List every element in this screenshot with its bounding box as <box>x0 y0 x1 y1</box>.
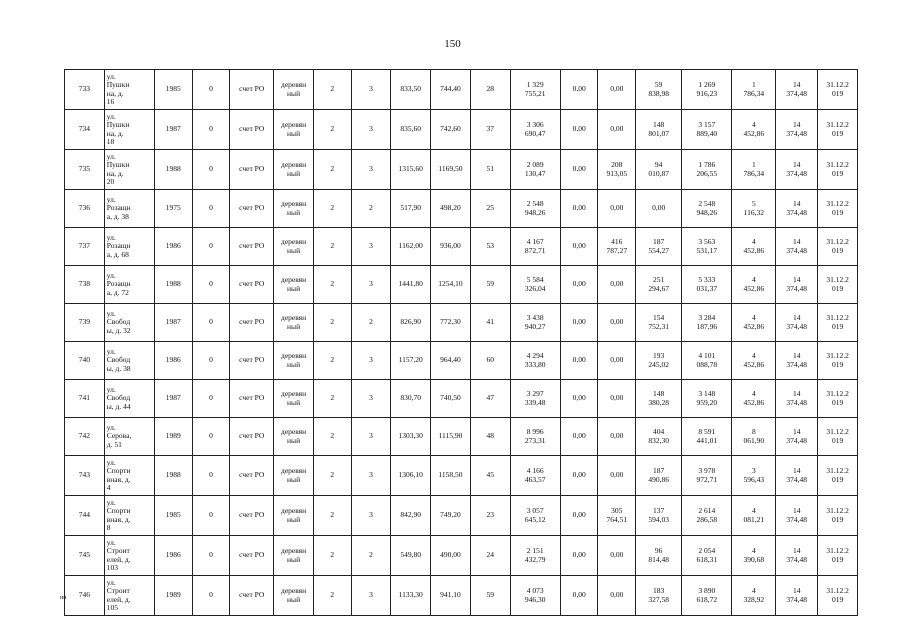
table-cell: 31.12.2 019 <box>818 190 858 228</box>
table-cell: 744 <box>65 496 105 536</box>
table-cell: 742,60 <box>431 110 471 150</box>
table-cell: счет РО <box>230 110 274 150</box>
table-cell: 498,20 <box>431 190 471 228</box>
table-cell: 14 374,48 <box>776 190 818 228</box>
table-cell: 0,00 <box>598 576 636 616</box>
table-cell: 1 786 206,55 <box>682 150 732 190</box>
table-cell: 137 594,03 <box>636 496 682 536</box>
table-cell: 59 838,98 <box>636 70 682 110</box>
table-cell: счет РО <box>230 266 274 304</box>
table-cell: 1 786,34 <box>732 150 776 190</box>
table-row <box>65 536 858 576</box>
table-cell: 0 <box>192 576 230 616</box>
table-cell: 0,00 <box>560 418 598 456</box>
table-cell: 2 <box>313 536 351 576</box>
table-cell: 3 563 531,17 <box>682 228 732 266</box>
table-cell: 28 <box>470 70 510 110</box>
table-cell: 187 490,86 <box>636 456 682 496</box>
table-cell: 2 <box>313 266 351 304</box>
table-cell: 31.12.2 019 <box>818 456 858 496</box>
table-cell: 31.12.2 019 <box>818 496 858 536</box>
table-row <box>65 456 858 496</box>
table-body <box>65 70 858 616</box>
table-cell: ул. Розащн а, д. 72 <box>104 266 154 304</box>
table-cell: 1986 <box>154 342 192 380</box>
table-cell: 3 438 940,27 <box>510 304 560 342</box>
table-cell: 0 <box>192 70 230 110</box>
table-cell: деревян ный <box>274 190 314 228</box>
table-cell: 31.12.2 019 <box>818 304 858 342</box>
table-cell: 0 <box>192 304 230 342</box>
table-cell: 4 073 946,30 <box>510 576 560 616</box>
table-cell: ул. Пушки на, д. 20 <box>104 150 154 190</box>
table-cell: 5 333 031,37 <box>682 266 732 304</box>
table-cell: 4 452,86 <box>732 342 776 380</box>
table-cell: 2 <box>351 190 391 228</box>
table-cell: 305 764,51 <box>598 496 636 536</box>
table-cell: 14 374,48 <box>776 418 818 456</box>
table-cell: 4 081,21 <box>732 496 776 536</box>
table-row <box>65 304 858 342</box>
table-cell: 183 327,58 <box>636 576 682 616</box>
table-cell: 1987 <box>154 304 192 342</box>
table-cell: 3 057 645,12 <box>510 496 560 536</box>
table-cell: 25 <box>470 190 510 228</box>
table-cell: 14 374,48 <box>776 266 818 304</box>
table-cell: счет РО <box>230 304 274 342</box>
table-cell: 0 <box>192 380 230 418</box>
table-cell: 0 <box>192 536 230 576</box>
table-cell: ул. Строит елей, д. 103 <box>104 536 154 576</box>
table-cell: 0,00 <box>560 190 598 228</box>
table-cell: 1115,90 <box>431 418 471 456</box>
table-cell: 1988 <box>154 266 192 304</box>
table-cell: 0,00 <box>598 418 636 456</box>
table-cell: 187 554,27 <box>636 228 682 266</box>
table-cell: 1306,10 <box>391 456 431 496</box>
table-cell: 0,00 <box>560 496 598 536</box>
table-cell: 5 116,32 <box>732 190 776 228</box>
table-cell: 735 <box>65 150 105 190</box>
table-cell: 746 <box>65 576 105 616</box>
table-cell: 2 054 618,31 <box>682 536 732 576</box>
table-cell: 0,00 <box>598 70 636 110</box>
table-cell: 8 591 441,01 <box>682 418 732 456</box>
table-cell: 8 996 273,31 <box>510 418 560 456</box>
table-cell: 4 452,86 <box>732 110 776 150</box>
table-cell: 48 <box>470 418 510 456</box>
table-cell: 0,00 <box>598 342 636 380</box>
table-cell: 0,00 <box>636 190 682 228</box>
table-cell: 2 <box>313 228 351 266</box>
table-cell: 2 <box>313 496 351 536</box>
table-cell: деревян ный <box>274 380 314 418</box>
table-cell: 1 329 755,21 <box>510 70 560 110</box>
table-cell: 772,30 <box>431 304 471 342</box>
table-cell: 31.12.2 019 <box>818 70 858 110</box>
table-cell: 743 <box>65 456 105 496</box>
table-cell: 0,00 <box>598 380 636 418</box>
table-cell: 1986 <box>154 536 192 576</box>
table-cell: 0,00 <box>560 150 598 190</box>
table-cell: 2 <box>313 456 351 496</box>
table-cell: 4 390,68 <box>732 536 776 576</box>
table-cell: деревян ный <box>274 228 314 266</box>
table-cell: 416 787,27 <box>598 228 636 266</box>
table-row <box>65 576 858 616</box>
table-cell: счет РО <box>230 418 274 456</box>
table-cell: 738 <box>65 266 105 304</box>
table-cell: 4 101 088,78 <box>682 342 732 380</box>
table-cell: 741 <box>65 380 105 418</box>
table-cell: 41 <box>470 304 510 342</box>
table-cell: 4 452,86 <box>732 266 776 304</box>
table-cell: 549,80 <box>391 536 431 576</box>
table-cell: 31.12.2 019 <box>818 418 858 456</box>
table-cell: 59 <box>470 576 510 616</box>
table-cell: 0,00 <box>560 456 598 496</box>
table-cell: деревян ный <box>274 418 314 456</box>
table-cell: счет РО <box>230 456 274 496</box>
table-cell: 0 <box>192 266 230 304</box>
table-cell: 0 <box>192 456 230 496</box>
table-cell: ул. Свобод ы, д. 44 <box>104 380 154 418</box>
table-cell: 1989 <box>154 576 192 616</box>
table-cell: 1985 <box>154 496 192 536</box>
table-cell: 96 814,48 <box>636 536 682 576</box>
table-cell: счет РО <box>230 70 274 110</box>
table-cell: 2 <box>313 418 351 456</box>
table-cell: 517,90 <box>391 190 431 228</box>
table-cell: 2 548 948,26 <box>682 190 732 228</box>
table-cell: 0 <box>192 110 230 150</box>
table-cell: 1162,00 <box>391 228 431 266</box>
table-cell: 936,00 <box>431 228 471 266</box>
table-cell: 3 <box>351 70 391 110</box>
table-cell: 0,00 <box>598 110 636 150</box>
table-cell: 14 374,48 <box>776 342 818 380</box>
table-cell: 208 913,05 <box>598 150 636 190</box>
table-row <box>65 266 858 304</box>
table-cell: 734 <box>65 110 105 150</box>
table-cell: 53 <box>470 228 510 266</box>
table-cell: 2 <box>313 190 351 228</box>
table-cell: 2 <box>313 110 351 150</box>
table-cell: 3 148 959,20 <box>682 380 732 418</box>
table-cell: 0,00 <box>560 380 598 418</box>
table-cell: 742 <box>65 418 105 456</box>
table-cell: 31.12.2 019 <box>818 266 858 304</box>
table-cell: 1169,50 <box>431 150 471 190</box>
table-cell: деревян ный <box>274 70 314 110</box>
table-cell: 835,60 <box>391 110 431 150</box>
table-row <box>65 190 858 228</box>
table-row <box>65 496 858 536</box>
table-cell: 8 061,90 <box>732 418 776 456</box>
table-cell: счет РО <box>230 228 274 266</box>
table-cell: 1988 <box>154 150 192 190</box>
table-cell: ул. Розащн а, д. 38 <box>104 190 154 228</box>
table-cell: 737 <box>65 228 105 266</box>
registry-table <box>64 69 858 616</box>
table-cell: 31.12.2 019 <box>818 342 858 380</box>
table-cell: 0,00 <box>560 266 598 304</box>
table-cell: 3 <box>351 496 391 536</box>
table-cell: 2 <box>313 70 351 110</box>
table-cell: 3 157 889,40 <box>682 110 732 150</box>
table-cell: 1254,10 <box>431 266 471 304</box>
table-cell: 3 <box>351 342 391 380</box>
table-cell: 1303,30 <box>391 418 431 456</box>
table-cell: 14 374,48 <box>776 380 818 418</box>
table-cell: 4 167 872,71 <box>510 228 560 266</box>
table-cell: 3 <box>351 150 391 190</box>
table-cell: 2 151 432,79 <box>510 536 560 576</box>
table-cell: 60 <box>470 342 510 380</box>
table-cell: счет РО <box>230 536 274 576</box>
table-cell: 31.12.2 019 <box>818 228 858 266</box>
table-cell: 251 294,67 <box>636 266 682 304</box>
table-cell: 0,00 <box>560 536 598 576</box>
table-row <box>65 228 858 266</box>
table-cell: деревян ный <box>274 150 314 190</box>
table-cell: 2 <box>313 342 351 380</box>
table-cell: 31.12.2 019 <box>818 150 858 190</box>
table-cell: деревян ный <box>274 536 314 576</box>
table-cell: 31.12.2 019 <box>818 576 858 616</box>
table-cell: 744,40 <box>431 70 471 110</box>
table-cell: 94 010,87 <box>636 150 682 190</box>
table-cell: ул. Пушки на, д. 16 <box>104 70 154 110</box>
table-cell: 736 <box>65 190 105 228</box>
table-cell: 3 306 690,47 <box>510 110 560 150</box>
table-cell: 4 328,92 <box>732 576 776 616</box>
table-cell: 47 <box>470 380 510 418</box>
table-cell: деревян ный <box>274 342 314 380</box>
table-cell: 2 <box>351 304 391 342</box>
table-cell: 739 <box>65 304 105 342</box>
table-row <box>65 70 858 110</box>
table-cell: 24 <box>470 536 510 576</box>
table-cell: деревян ный <box>274 496 314 536</box>
table-cell: 3 <box>351 228 391 266</box>
table-cell: 0,00 <box>560 576 598 616</box>
table-cell: 14 374,48 <box>776 228 818 266</box>
table-cell: 1158,50 <box>431 456 471 496</box>
table-cell: 2 089 130,47 <box>510 150 560 190</box>
table-cell: 0,00 <box>560 110 598 150</box>
table-cell: 37 <box>470 110 510 150</box>
table-cell: деревян ный <box>274 304 314 342</box>
table-cell: 0 <box>192 342 230 380</box>
table-cell: 740,50 <box>431 380 471 418</box>
table-cell: 1986 <box>154 228 192 266</box>
table-cell: 830,70 <box>391 380 431 418</box>
table-cell: счет РО <box>230 380 274 418</box>
table-cell: 3 <box>351 110 391 150</box>
table-cell: 0 <box>192 228 230 266</box>
table-row <box>65 110 858 150</box>
table-cell: 4 294 333,80 <box>510 342 560 380</box>
table-cell: 3 <box>351 576 391 616</box>
table-cell: 14 374,48 <box>776 576 818 616</box>
table-cell: 5 584 326,04 <box>510 266 560 304</box>
table-cell: 0 <box>192 418 230 456</box>
table-cell: 1 786,34 <box>732 70 776 110</box>
table-cell: 2 <box>351 536 391 576</box>
table-cell: ул. Спорти вная, д. 4 <box>104 456 154 496</box>
table-cell: 1 269 916,23 <box>682 70 732 110</box>
table-cell: 31.12.2 019 <box>818 536 858 576</box>
table-cell: 154 752,31 <box>636 304 682 342</box>
table-cell: 31.12.2 019 <box>818 110 858 150</box>
table-cell: 0,00 <box>598 456 636 496</box>
table-cell: 148 801,07 <box>636 110 682 150</box>
table-cell: 14 374,48 <box>776 496 818 536</box>
table-cell: 0,00 <box>598 304 636 342</box>
table-cell: 0,00 <box>560 228 598 266</box>
table-cell: 2 <box>313 150 351 190</box>
table-cell: 1133,30 <box>391 576 431 616</box>
table-cell: 0,00 <box>598 190 636 228</box>
table-cell: ул. Свобод ы, д. 32 <box>104 304 154 342</box>
table-cell: 1988 <box>154 456 192 496</box>
table-cell: 1315,60 <box>391 150 431 190</box>
table-cell: 749,20 <box>431 496 471 536</box>
table-cell: счет РО <box>230 190 274 228</box>
table-cell: 51 <box>470 150 510 190</box>
table-cell: счет РО <box>230 576 274 616</box>
table-cell: 14 374,48 <box>776 536 818 576</box>
table-cell: 1157,20 <box>391 342 431 380</box>
table-cell: счет РО <box>230 150 274 190</box>
table-cell: счет РО <box>230 496 274 536</box>
table-cell: ул. Спорти вная, д. 8 <box>104 496 154 536</box>
table-cell: ул. Серова, д. 51 <box>104 418 154 456</box>
table-cell: 842,90 <box>391 496 431 536</box>
table-cell: 31.12.2 019 <box>818 380 858 418</box>
table-cell: 833,50 <box>391 70 431 110</box>
table-cell: 740 <box>65 342 105 380</box>
table-cell: 0,00 <box>598 266 636 304</box>
table-cell: 45 <box>470 456 510 496</box>
table-cell: 745 <box>65 536 105 576</box>
table-cell: 1989 <box>154 418 192 456</box>
table-cell: 0 <box>192 190 230 228</box>
table-cell: 1987 <box>154 380 192 418</box>
table-cell: 2 614 286,58 <box>682 496 732 536</box>
table-cell: 3 <box>351 418 391 456</box>
table-cell: 490,00 <box>431 536 471 576</box>
table-cell: 0,00 <box>560 342 598 380</box>
table-cell: 3 <box>351 380 391 418</box>
table-cell: 14 374,48 <box>776 456 818 496</box>
table-cell: 1975 <box>154 190 192 228</box>
table-cell: 3 890 618,72 <box>682 576 732 616</box>
table-cell: 0 <box>192 496 230 536</box>
table-cell: ул. Строит елей, д. 105 <box>104 576 154 616</box>
table-cell: 193 245,02 <box>636 342 682 380</box>
table-cell: деревян ный <box>274 576 314 616</box>
table-cell: 3 284 187,96 <box>682 304 732 342</box>
table-cell: 404 832,30 <box>636 418 682 456</box>
table-cell: 2 <box>313 576 351 616</box>
table-cell: 0,00 <box>598 536 636 576</box>
table-cell: 3 596,43 <box>732 456 776 496</box>
table-row <box>65 418 858 456</box>
table-cell: 14 374,48 <box>776 70 818 110</box>
table-cell: 3 <box>351 456 391 496</box>
registry-table-container <box>64 69 858 616</box>
table-cell: 0,00 <box>560 304 598 342</box>
footer-mark: нн <box>60 595 67 601</box>
table-row <box>65 342 858 380</box>
table-cell: 1987 <box>154 110 192 150</box>
table-cell: ул. Свобод ы, д. 38 <box>104 342 154 380</box>
table-cell: счет РО <box>230 342 274 380</box>
table-cell: 0,00 <box>560 70 598 110</box>
table-cell: 2 548 948,26 <box>510 190 560 228</box>
table-cell: 4 166 463,57 <box>510 456 560 496</box>
table-cell: 59 <box>470 266 510 304</box>
table-cell: 3 297 339,48 <box>510 380 560 418</box>
table-cell: 23 <box>470 496 510 536</box>
table-cell: 0 <box>192 150 230 190</box>
table-cell: 2 <box>313 304 351 342</box>
table-cell: деревян ный <box>274 110 314 150</box>
table-cell: деревян ный <box>274 456 314 496</box>
table-cell: 733 <box>65 70 105 110</box>
table-cell: 14 374,48 <box>776 110 818 150</box>
table-cell: 14 374,48 <box>776 304 818 342</box>
table-cell: 4 452,86 <box>732 380 776 418</box>
table-cell: 4 452,86 <box>732 304 776 342</box>
table-row <box>65 150 858 190</box>
table-cell: деревян ный <box>274 266 314 304</box>
table-cell: 1441,80 <box>391 266 431 304</box>
table-cell: 3 <box>351 266 391 304</box>
table-cell: 14 374,48 <box>776 150 818 190</box>
page-number: 150 <box>444 38 461 50</box>
table-cell: 1985 <box>154 70 192 110</box>
table-cell: 964,40 <box>431 342 471 380</box>
table-cell: 941,10 <box>431 576 471 616</box>
table-cell: 4 452,86 <box>732 228 776 266</box>
table-row <box>65 380 858 418</box>
table-cell: ул. Розащн а, д. 68 <box>104 228 154 266</box>
table-cell: 148 380,28 <box>636 380 682 418</box>
table-cell: 3 978 972,71 <box>682 456 732 496</box>
table-cell: 2 <box>313 380 351 418</box>
table-cell: ул. Пушки на, д. 18 <box>104 110 154 150</box>
table-cell: 826,90 <box>391 304 431 342</box>
